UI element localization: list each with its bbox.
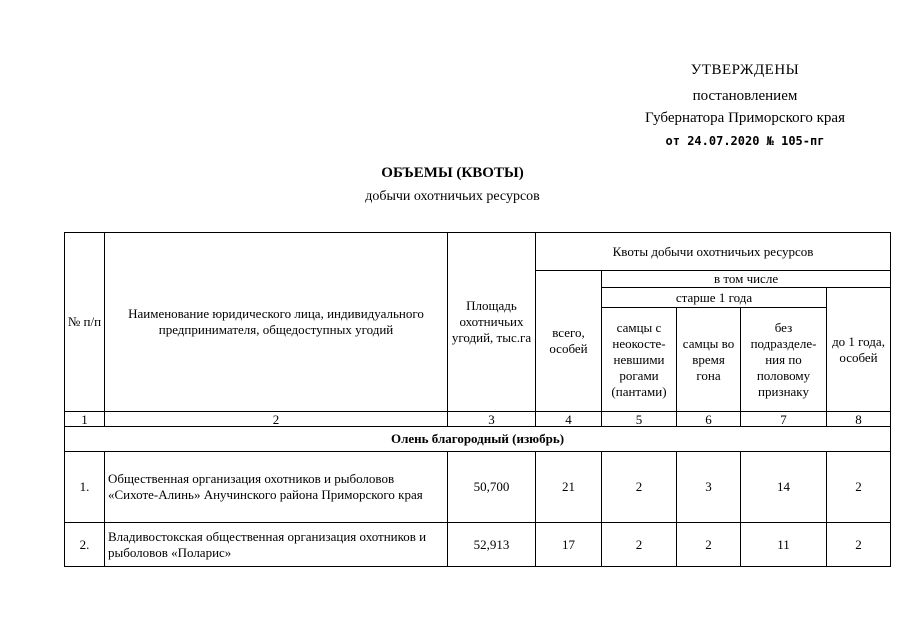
row-total: 21 — [536, 452, 602, 523]
row-total: 17 — [536, 523, 602, 567]
col-number: 5 — [602, 412, 677, 427]
approval-block — [640, 59, 850, 152]
table-row — [65, 523, 891, 567]
row-no-sex: 11 — [741, 523, 827, 567]
document-title: ОБЪЕМЫ (КВОТЫ) — [381, 165, 524, 181]
header-including: в том числе — [602, 271, 891, 288]
row-num: 2. — [65, 523, 105, 567]
header-no-sex: без подразделе-ния по половому признаку — [741, 308, 827, 412]
row-under-year: 2 — [827, 452, 891, 523]
approved-heading: УТВЕРЖДЕНЫ — [690, 62, 800, 78]
row-males-antlers: 2 — [602, 523, 677, 567]
row-area: 52,913 — [448, 523, 536, 567]
row-num: 1. — [65, 452, 105, 523]
row-name: Общественная организация охотников и рыболовов «Сихоте-Алинь» Анучинского района Приморского края — [105, 452, 448, 523]
header-quotas: Квоты добычи охотничьих ресурсов — [536, 233, 891, 271]
table-row — [65, 452, 891, 523]
row-males-rut: 3 — [677, 452, 741, 523]
header-males-antlers: самцы с неокосте-невшими рогами (пантами) — [602, 308, 677, 412]
col-number: 1 — [65, 412, 105, 427]
header-older: старше 1 года — [602, 288, 827, 308]
col-number: 7 — [741, 412, 827, 427]
col-number: 3 — [448, 412, 536, 427]
header-name: Наименование юридического лица, индивидуального предпринимателя, общедоступных угодий — [105, 233, 448, 412]
row-name: Владивостокская общественная организация охотников и рыболовов «Поларис» — [105, 523, 448, 567]
row-males-antlers: 2 — [602, 452, 677, 523]
row-area: 50,700 — [448, 452, 536, 523]
column-number-row — [65, 412, 891, 427]
col-number: 2 — [105, 412, 448, 427]
header-males-rut: самцы во время гона — [677, 308, 741, 412]
header-num: № п/п — [65, 233, 105, 412]
quota-table — [64, 232, 891, 567]
header-area: Площадь охотничьих угодий, тыс.га — [448, 233, 536, 412]
row-males-rut: 2 — [677, 523, 741, 567]
section-heading: Олень благородный (изюбрь) — [65, 427, 891, 452]
col-number: 8 — [827, 412, 891, 427]
header-under-year: до 1 года, особей — [827, 288, 891, 412]
row-under-year: 2 — [827, 523, 891, 567]
approved-governor-line: Губернатора Приморского края — [645, 110, 845, 126]
col-number: 6 — [677, 412, 741, 427]
header-total: всего, особей — [536, 271, 602, 412]
row-no-sex: 14 — [741, 452, 827, 523]
document-subtitle: добычи охотничьих ресурсов — [365, 189, 540, 204]
approved-date-number: от 24.07.2020 № 105-пг — [665, 134, 825, 148]
col-number: 4 — [536, 412, 602, 427]
approved-decree-line: постановлением — [692, 88, 798, 104]
